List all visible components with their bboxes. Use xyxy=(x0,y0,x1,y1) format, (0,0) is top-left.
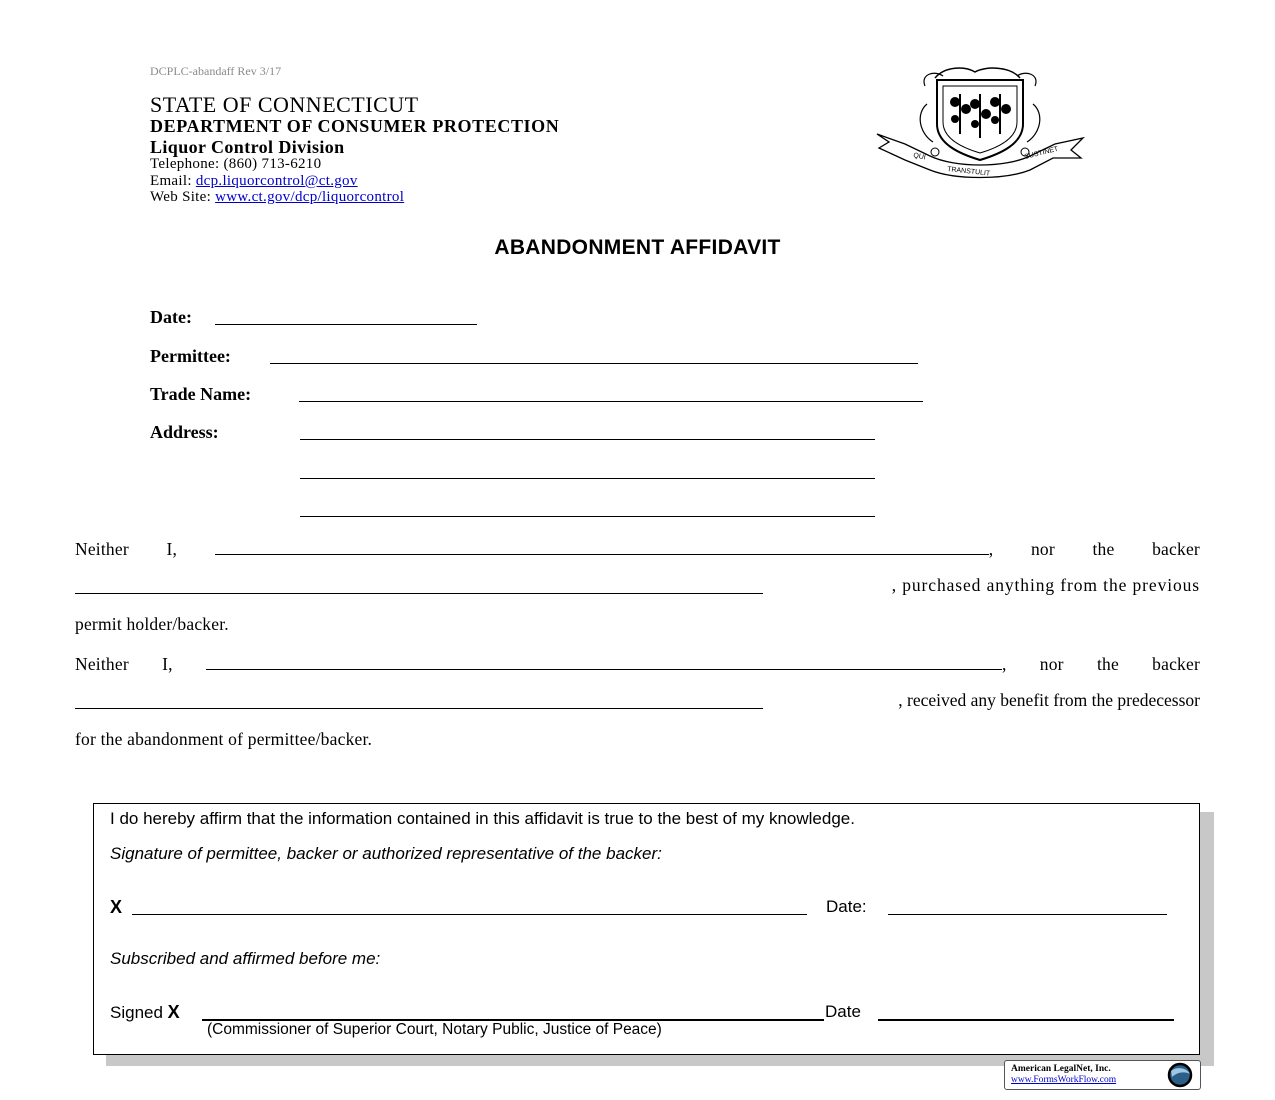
footer-logo xyxy=(1004,1060,1201,1090)
statement-2-line-3: for the abandonment of permittee/backer. xyxy=(75,729,373,749)
statement-1-comma: , xyxy=(988,539,994,559)
footer-company: American LegalNet, Inc. xyxy=(1011,1064,1111,1074)
telephone: Telephone: (860) 713-6210 xyxy=(150,156,322,172)
website-link[interactable]: www.ct.gov/dcp/liquorcontrol xyxy=(215,189,405,205)
email-line xyxy=(150,173,358,190)
signature-date-field[interactable] xyxy=(888,914,1167,915)
statement-2-nor: nor xyxy=(1039,654,1064,674)
statement-1-line-2-text: , purchased anything from the previous xyxy=(891,575,1200,595)
statement-2-neither: Neither xyxy=(75,654,129,674)
statement-2-the: the xyxy=(1096,654,1119,674)
statement-2-backer: backer xyxy=(1152,654,1200,674)
statement-2-line-2-text: , received any benefit from the predecessor xyxy=(898,690,1200,710)
trade-name-field[interactable] xyxy=(299,401,923,402)
address-field-line-3[interactable] xyxy=(300,516,875,517)
website-label: Web Site: xyxy=(150,189,216,205)
permittee-name-field-1[interactable] xyxy=(215,554,989,555)
backer-name-field-1[interactable] xyxy=(75,593,763,594)
form-code: DCPLC-abandaff Rev 3/17 xyxy=(150,64,282,78)
email-link[interactable]: dcp.liquorcontrol@ct.gov xyxy=(195,173,358,189)
signature-x-mark: X xyxy=(110,897,123,917)
statement-2-line-1 xyxy=(75,651,1200,675)
motto-right: SUSTINET xyxy=(1023,145,1060,161)
motto-left: QUI xyxy=(912,152,927,162)
subscribed-label: Subscribed and affirmed before me: xyxy=(110,949,381,968)
state-seal-icon xyxy=(875,64,1085,179)
permittee-label: Permittee: xyxy=(150,346,231,366)
signed-label: Signed xyxy=(110,1003,168,1022)
email-label: Email: xyxy=(150,173,196,189)
affirmation-statement: I do hereby affirm that the information contained in this affidavit is true to the best of my knowledge. xyxy=(110,809,855,828)
statement-1-line-1 xyxy=(75,536,1200,560)
division-heading: Liquor Control Division xyxy=(150,137,345,157)
signature-date-label: Date: xyxy=(826,897,867,916)
statement-1-i: I, xyxy=(166,539,178,559)
page-title: ABANDONMENT AFFIDAVIT xyxy=(494,236,781,259)
motto-middle: TRANSTULIT xyxy=(946,166,991,178)
signature-field[interactable] xyxy=(132,914,807,915)
official-date-label: Date xyxy=(825,1002,861,1021)
trade-name-label: Trade Name: xyxy=(150,384,252,404)
footer-url[interactable]: www.FormsWorkFlow.com xyxy=(1011,1075,1117,1085)
official-date-field[interactable] xyxy=(878,1019,1174,1021)
backer-name-field-2[interactable] xyxy=(75,708,763,709)
signed-line xyxy=(110,1002,180,1023)
statement-1-neither: Neither xyxy=(75,539,129,559)
statement-2-i: I, xyxy=(162,654,173,674)
state-heading: STATE OF CONNECTICUT xyxy=(150,92,419,117)
address-field-line-2[interactable] xyxy=(300,478,875,479)
address-label: Address: xyxy=(150,422,219,442)
department-heading: DEPARTMENT OF CONSUMER PROTECTION xyxy=(150,116,560,136)
permittee-name-field-2[interactable] xyxy=(206,669,1002,670)
date-field[interactable] xyxy=(215,324,477,325)
signed-x-mark: X xyxy=(167,1002,180,1022)
affirmation-box xyxy=(93,803,1200,1055)
permittee-field[interactable] xyxy=(270,363,918,364)
globe-icon xyxy=(1163,1062,1197,1088)
statement-1-line-3: permit holder/backer. xyxy=(75,614,229,634)
statement-1-backer: backer xyxy=(1152,539,1200,559)
address-field-line-1[interactable] xyxy=(300,439,875,440)
statement-1-the: the xyxy=(1092,539,1115,559)
website-line xyxy=(150,189,404,206)
official-caption: (Commissioner of Superior Court, Notary Public, Justice of Peace) xyxy=(207,1021,662,1038)
statement-1-nor: nor xyxy=(1030,539,1055,559)
date-label: Date: xyxy=(150,307,192,327)
signature-prompt: Signature of permittee, backer or authorized representative of the backer: xyxy=(110,844,662,863)
statement-2-comma: , xyxy=(1001,654,1007,674)
